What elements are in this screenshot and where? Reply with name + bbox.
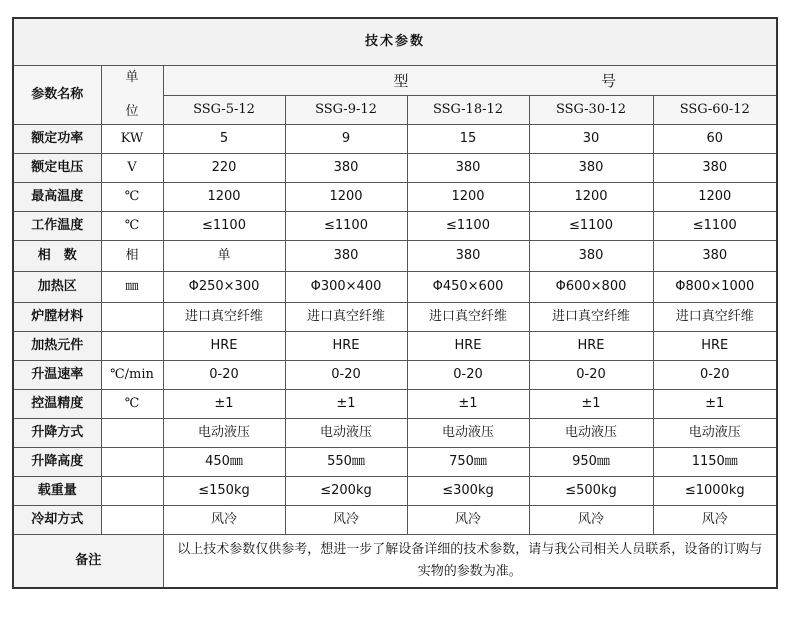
row-label: 升温速率 bbox=[13, 361, 101, 390]
value-cell: 1200 bbox=[407, 183, 529, 212]
row-label: 载重量 bbox=[13, 477, 101, 506]
value-cell: 进口真空纤维 bbox=[407, 303, 529, 332]
table-row bbox=[13, 361, 777, 390]
value-cell: 950㎜ bbox=[529, 448, 653, 477]
value-cell: HRE bbox=[285, 332, 407, 361]
unit-cell bbox=[101, 506, 163, 535]
table-row bbox=[13, 303, 777, 332]
value-cell: 380 bbox=[285, 241, 407, 272]
value-cell: Φ600×800 bbox=[529, 272, 653, 303]
table-row bbox=[13, 419, 777, 448]
value-cell: Φ800×1000 bbox=[653, 272, 777, 303]
note-text: 以上技术参数仅供参考，想进一步了解设备详细的技术参数，请与我公司相关人员联系，设备的订购与实物的参数为准。 bbox=[163, 535, 777, 589]
unit-cell: 相 bbox=[101, 241, 163, 272]
value-cell: 单 bbox=[163, 241, 285, 272]
value-cell: 5 bbox=[163, 125, 285, 154]
model-header-right: 号 bbox=[600, 71, 616, 90]
value-cell: 风冷 bbox=[529, 506, 653, 535]
row-label: 加热区 bbox=[13, 272, 101, 303]
value-cell: ±1 bbox=[163, 390, 285, 419]
value-cell: 1200 bbox=[285, 183, 407, 212]
value-cell: ±1 bbox=[529, 390, 653, 419]
table-row bbox=[13, 272, 777, 303]
value-cell: 60 bbox=[653, 125, 777, 154]
unit-cell: ℃ bbox=[101, 183, 163, 212]
table-row bbox=[13, 332, 777, 361]
model-name: SSG-9-12 bbox=[285, 96, 407, 125]
value-cell: 0-20 bbox=[653, 361, 777, 390]
unit-header-bottom: 位 bbox=[125, 104, 139, 120]
unit-cell bbox=[101, 477, 163, 506]
value-cell: 风冷 bbox=[653, 506, 777, 535]
value-cell: 进口真空纤维 bbox=[163, 303, 285, 332]
value-cell: ≤1100 bbox=[529, 212, 653, 241]
value-cell: HRE bbox=[407, 332, 529, 361]
table-row bbox=[13, 183, 777, 212]
value-cell: 1200 bbox=[163, 183, 285, 212]
value-cell: 380 bbox=[529, 154, 653, 183]
unit-cell: ℃/min bbox=[101, 361, 163, 390]
value-cell: 380 bbox=[529, 241, 653, 272]
table-row bbox=[13, 477, 777, 506]
unit-cell: ㎜ bbox=[101, 272, 163, 303]
value-cell: 9 bbox=[285, 125, 407, 154]
value-cell: ±1 bbox=[285, 390, 407, 419]
value-cell: 30 bbox=[529, 125, 653, 154]
unit-cell bbox=[101, 448, 163, 477]
unit-header-top: 单 bbox=[125, 70, 139, 85]
value-cell: 550㎜ bbox=[285, 448, 407, 477]
row-label: 加热元件 bbox=[13, 332, 101, 361]
unit-cell bbox=[101, 419, 163, 448]
value-cell: ≤500kg bbox=[529, 477, 653, 506]
model-header bbox=[163, 66, 777, 96]
value-cell: 风冷 bbox=[285, 506, 407, 535]
value-cell: ≤1000kg bbox=[653, 477, 777, 506]
value-cell: 电动液压 bbox=[285, 419, 407, 448]
value-cell: 进口真空纤维 bbox=[285, 303, 407, 332]
value-cell: 电动液压 bbox=[407, 419, 529, 448]
value-cell: HRE bbox=[163, 332, 285, 361]
value-cell: 进口真空纤维 bbox=[529, 303, 653, 332]
value-cell: HRE bbox=[653, 332, 777, 361]
value-cell: ≤1100 bbox=[163, 212, 285, 241]
value-cell: ≤300kg bbox=[407, 477, 529, 506]
value-cell: 0-20 bbox=[163, 361, 285, 390]
value-cell: 750㎜ bbox=[407, 448, 529, 477]
value-cell: 1150㎜ bbox=[653, 448, 777, 477]
value-cell: Φ300×400 bbox=[285, 272, 407, 303]
row-label: 额定功率 bbox=[13, 125, 101, 154]
value-cell: ≤1100 bbox=[653, 212, 777, 241]
table-row bbox=[13, 448, 777, 477]
unit-cell: ℃ bbox=[101, 390, 163, 419]
unit-cell bbox=[101, 332, 163, 361]
value-cell: 进口真空纤维 bbox=[653, 303, 777, 332]
value-cell: ≤1100 bbox=[407, 212, 529, 241]
value-cell: HRE bbox=[529, 332, 653, 361]
table-row bbox=[13, 506, 777, 535]
unit-cell: V bbox=[101, 154, 163, 183]
table-row bbox=[13, 212, 777, 241]
row-label: 冷却方式 bbox=[13, 506, 101, 535]
table-title: 技术参数 bbox=[13, 18, 777, 66]
value-cell: 380 bbox=[653, 154, 777, 183]
value-cell: ±1 bbox=[653, 390, 777, 419]
row-label: 升降方式 bbox=[13, 419, 101, 448]
model-name: SSG-18-12 bbox=[407, 96, 529, 125]
unit-cell: KW bbox=[101, 125, 163, 154]
value-cell: 15 bbox=[407, 125, 529, 154]
value-cell: Φ450×600 bbox=[407, 272, 529, 303]
unit-header bbox=[101, 66, 163, 125]
value-cell: 风冷 bbox=[163, 506, 285, 535]
value-cell: 电动液压 bbox=[163, 419, 285, 448]
value-cell: 风冷 bbox=[407, 506, 529, 535]
row-label: 升降高度 bbox=[13, 448, 101, 477]
note-label: 备注 bbox=[13, 535, 163, 589]
row-label: 控温精度 bbox=[13, 390, 101, 419]
table-row bbox=[13, 390, 777, 419]
row-label: 最高温度 bbox=[13, 183, 101, 212]
value-cell: 380 bbox=[285, 154, 407, 183]
value-cell: 1200 bbox=[529, 183, 653, 212]
value-cell: 电动液压 bbox=[653, 419, 777, 448]
value-cell: 380 bbox=[407, 154, 529, 183]
row-label: 工作温度 bbox=[13, 212, 101, 241]
value-cell: ≤150kg bbox=[163, 477, 285, 506]
value-cell: 电动液压 bbox=[529, 419, 653, 448]
value-cell: 0-20 bbox=[529, 361, 653, 390]
spec-table bbox=[12, 17, 778, 589]
value-cell: ±1 bbox=[407, 390, 529, 419]
value-cell: Φ250×300 bbox=[163, 272, 285, 303]
model-name: SSG-5-12 bbox=[163, 96, 285, 125]
value-cell: ≤200kg bbox=[285, 477, 407, 506]
param-name-header: 参数名称 bbox=[13, 66, 101, 125]
model-name: SSG-60-12 bbox=[653, 96, 777, 125]
value-cell: ≤1100 bbox=[285, 212, 407, 241]
value-cell: 0-20 bbox=[407, 361, 529, 390]
unit-cell bbox=[101, 303, 163, 332]
row-label: 额定电压 bbox=[13, 154, 101, 183]
row-label: 相 数 bbox=[13, 241, 101, 272]
table-row bbox=[13, 154, 777, 183]
model-name: SSG-30-12 bbox=[529, 96, 653, 125]
value-cell: 1200 bbox=[653, 183, 777, 212]
value-cell: 0-20 bbox=[285, 361, 407, 390]
model-header-left: 型 bbox=[393, 71, 409, 90]
unit-cell: ℃ bbox=[101, 212, 163, 241]
value-cell: 380 bbox=[407, 241, 529, 272]
note-row bbox=[13, 535, 777, 589]
table-row bbox=[13, 241, 777, 272]
value-cell: 450㎜ bbox=[163, 448, 285, 477]
value-cell: 220 bbox=[163, 154, 285, 183]
value-cell: 380 bbox=[653, 241, 777, 272]
table-row bbox=[13, 125, 777, 154]
row-label: 炉膛材料 bbox=[13, 303, 101, 332]
